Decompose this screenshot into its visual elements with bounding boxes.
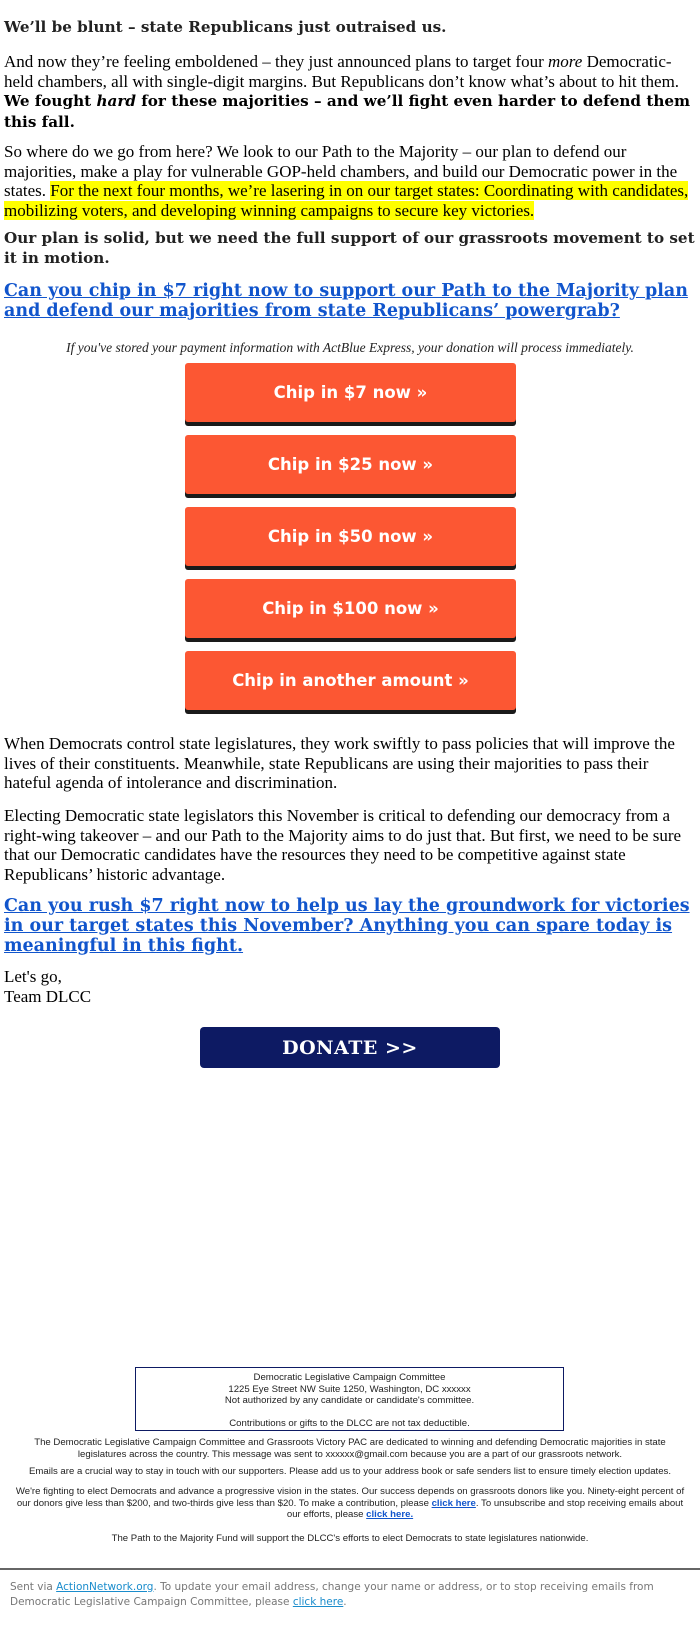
fighting-text: We're fighting to elect Democrats and advance a progressive vision in the states. Our success depends on grassroots donors like you. Ninety-eight percent of our donors give less than $200, and two-thirds give less than $20. To make a contribution, please click here. To unsubscribe and stop receiving emails about our efforts, please click here. <box>15 1486 685 1520</box>
footer-divider <box>0 1568 700 1570</box>
cta-link-rush-7[interactable]: Can you rush $7 right now to help us lay the groundwork for victories in our target states this November? Anything you can spare today is meaningful in this fight. <box>4 896 690 956</box>
chip-in-100-button[interactable]: Chip in $100 now » <box>185 579 516 638</box>
paragraph-emboldened: And now they’re feeling emboldened – they just announced plans to target four more Democratic-held chambers, all with single-digit margins. But Republicans don’t know what’s about to hit them. We fought hard for these majorities – and we’ll fight even harder to defend them this fall. <box>4 52 691 131</box>
paragraph-electing-democrats: Electing Democratic state legislators this November is critical to defending our democracy from a right-wing takeover – and our Path to the Majority aims to do just that. But first, we need to be sure that our Democratic candidates have the resources they need to be competitive against state Republicans’ historic advantage. <box>4 806 682 884</box>
not-authorized-notice: Not authorized by any candidate or candidate's committee. <box>224 1395 475 1406</box>
org-name: Democratic Legislative Campaign Committee <box>253 1372 446 1383</box>
chip-in-other-amount-button[interactable]: Chip in another amount » <box>185 651 516 710</box>
update-preferences-link[interactable]: click here <box>292 1596 344 1608</box>
cta-link-chip-in-7[interactable]: Can you chip in $7 right now to support our Path to the Majority plan and defend our majorities from state Republicans’ powergrab? <box>4 281 688 321</box>
donate-button[interactable]: DONATE >> <box>200 1027 500 1068</box>
not-deductible-notice: Contributions or gifts to the DLCC are not tax deductible. <box>229 1417 470 1429</box>
sent-via-notice: Sent via ActionNetwork.org. To update your email address, change your name or address, or to stop receiving emails from Democratic Legislative Campaign Committee, please click here. <box>10 1581 654 1608</box>
org-address: 1225 Eye Street NW Suite 1250, Washington, DC xxxxxx <box>228 1383 471 1395</box>
unsubscribe-link[interactable]: click here. <box>366 1509 414 1520</box>
chip-in-25-button[interactable]: Chip in $25 now » <box>185 435 516 494</box>
path-fund-text: The Path to the Majority Fund will support the DLCC's efforts to elect Democrats to state legislatures nationwide. <box>111 1533 589 1544</box>
stay-in-touch-text: Emails are a crucial way to stay in touch with our supporters. Please add us to your address book or safe senders list to ensure timely election updates. <box>28 1466 672 1477</box>
dedication-text: The Democratic Legislative Campaign Committee and Grassroots Victory PAC are dedicated to winning and defending Democratic majorities in state legislatures across the country. This message was sent to xxxxxx@gmail.com because you are a part of our grassroots network. <box>34 1437 666 1460</box>
paragraph-plan-solid: Our plan is solid, but we need the full support of our grassroots movement to set it in motion. <box>4 229 695 267</box>
chip-in-7-button[interactable]: Chip in $7 now » <box>185 363 516 422</box>
paragraph-path-to-majority: So where do we go from here? We look to our Path to the Majority – our plan to defend our majorities, make a play for vulnerable GOP-held chambers, and build our Democratic power in the states. For the next four months, we’re lasering in on our target states: Coordinating with candidates, mobilizing voters, and developing winning campaigns to secure key victories. <box>4 142 689 220</box>
actblue-express-note: If you've stored your payment information with ActBlue Express, your donation will process immediately. <box>66 340 634 355</box>
signature: Team DLCC <box>4 986 92 1006</box>
paragraph-democrats-control: When Democrats control state legislatures, they work swiftly to pass policies that will improve the lives of their constituents. Meanwhile, state Republicans are using their majorities to pass their hateful agenda of intolerance and discrimination. <box>4 734 675 793</box>
lead-headline: We’ll be blunt – state Republicans just outraised us. <box>4 18 447 36</box>
footer-org-box <box>135 1367 564 1431</box>
chip-in-50-button[interactable]: Chip in $50 now » <box>185 507 516 566</box>
contribute-link[interactable]: click here <box>431 1497 476 1509</box>
actionnetwork-link[interactable]: ActionNetwork.org <box>56 1581 154 1593</box>
highlighted-text: For the next four months, we’re lasering in on our target states: Coordinating with candidates, mobilizing voters, and developing winning campaigns to secure key victories. <box>4 181 689 220</box>
signoff: Let's go, Team DLCC <box>4 967 696 1006</box>
